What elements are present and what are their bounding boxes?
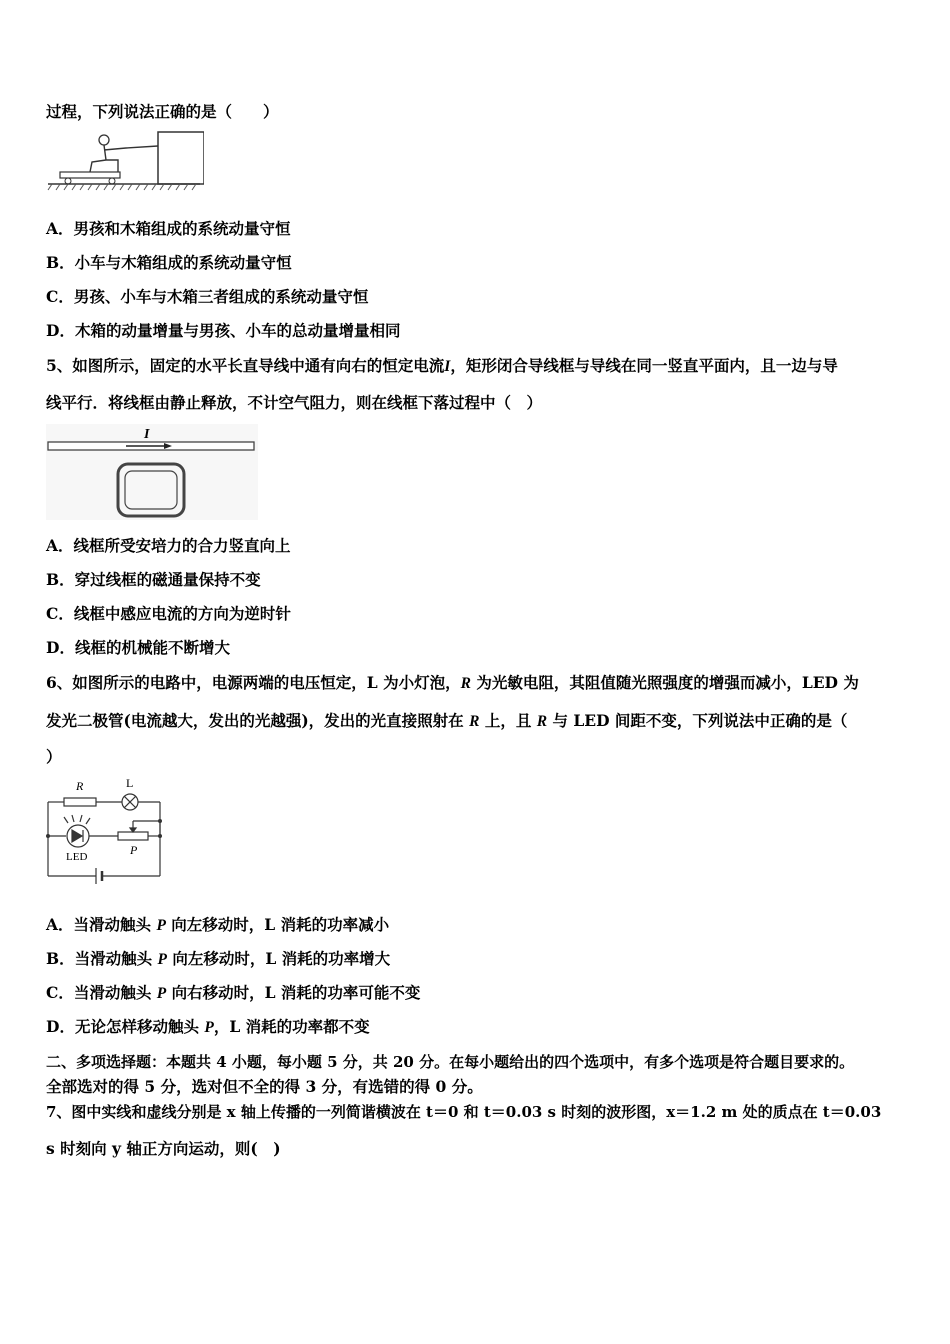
q6-stem-line2: 发光二极管(电流越大，发出的光越强)，发出的光直接照射在 R 上，且 R 与 LED 间距不变，下列说法中正确的是（: [46, 711, 848, 730]
q4-stem-end: 过程，下列说法正确的是（ ）: [46, 102, 279, 121]
q4-option-b: B．小车与木箱组成的系统动量守恒: [46, 253, 292, 272]
figure-label-led: LED: [66, 851, 88, 863]
q7-stem-line2: s 时刻向 y 轴正方向运动，则( ): [46, 1139, 281, 1158]
q4-option-a: A．男孩和木箱组成的系统动量守恒: [46, 219, 291, 238]
figure-label-i: I: [144, 427, 150, 442]
q5-option-b: B．穿过线框的磁通量保持不变: [46, 570, 261, 589]
q5-option-d: D．线框的机械能不断增大: [46, 638, 230, 657]
q4-option-d: D．木箱的动量增量与男孩、小车的总动量增量相同: [46, 321, 401, 340]
q5-stem-line1: 5、如图所示，固定的水平长直导线中通有向右的恒定电流I，矩形闭合导线框与导线在同一竖直平面内，且一边与导: [46, 356, 838, 375]
q4-option-c: C．男孩、小车与木箱三者组成的系统动量守恒: [46, 287, 369, 306]
q5-option-a: A．线框所受安培力的合力竖直向上: [46, 536, 291, 555]
q6-stem-line1: 6、如图所示的电路中，电源两端的电压恒定，L 为小灯泡，R 为光敏电阻，其阻值随光照强度的增强而减小，LED 为: [46, 673, 859, 692]
q5-stem-line2: 线平行．将线框由静止释放，不计空气阻力，则在线框下落过程中（ ）: [46, 393, 543, 412]
section2-heading-line2: 全部选对的得 5 分，选对但不全的得 3 分，有选错的得 0 分。: [46, 1077, 483, 1096]
q6-circuit-figure: [40, 774, 170, 886]
q7-stem-line1: 7、图中实线和虚线分别是 x 轴上传播的一列简谐横波在 t＝0 和 t＝0.03 s 时刻的波形图，x＝1.2 m 处的质点在 t＝0.03: [46, 1103, 882, 1121]
q5-wire-loop-figure: [46, 424, 258, 520]
q6-option-c: C．当滑动触头 P 向右移动时，L 消耗的功率可能不变: [46, 983, 421, 1002]
figure-label-p: P: [130, 843, 138, 857]
figure-label-l: L: [126, 776, 134, 790]
figure-label-r: R: [76, 779, 84, 793]
q6-option-a: A．当滑动触头 P 向左移动时，L 消耗的功率减小: [46, 915, 390, 934]
q6-option-b: B．当滑动触头 P 向左移动时，L 消耗的功率增大: [46, 949, 391, 968]
q4-boy-box-figure: [46, 130, 204, 192]
section2-heading-line1: 二、多项选择题：本题共 4 小题，每小题 5 分，共 20 分。在每小题给出的四个选项中，有多个选项是符合题目要求的。: [46, 1053, 855, 1071]
q6-option-d: D．无论怎样移动触头 P，L 消耗的功率都不变: [46, 1017, 370, 1036]
q6-stem-line3: ）: [46, 747, 62, 766]
q5-option-c: C．线框中感应电流的方向为逆时针: [46, 604, 291, 623]
